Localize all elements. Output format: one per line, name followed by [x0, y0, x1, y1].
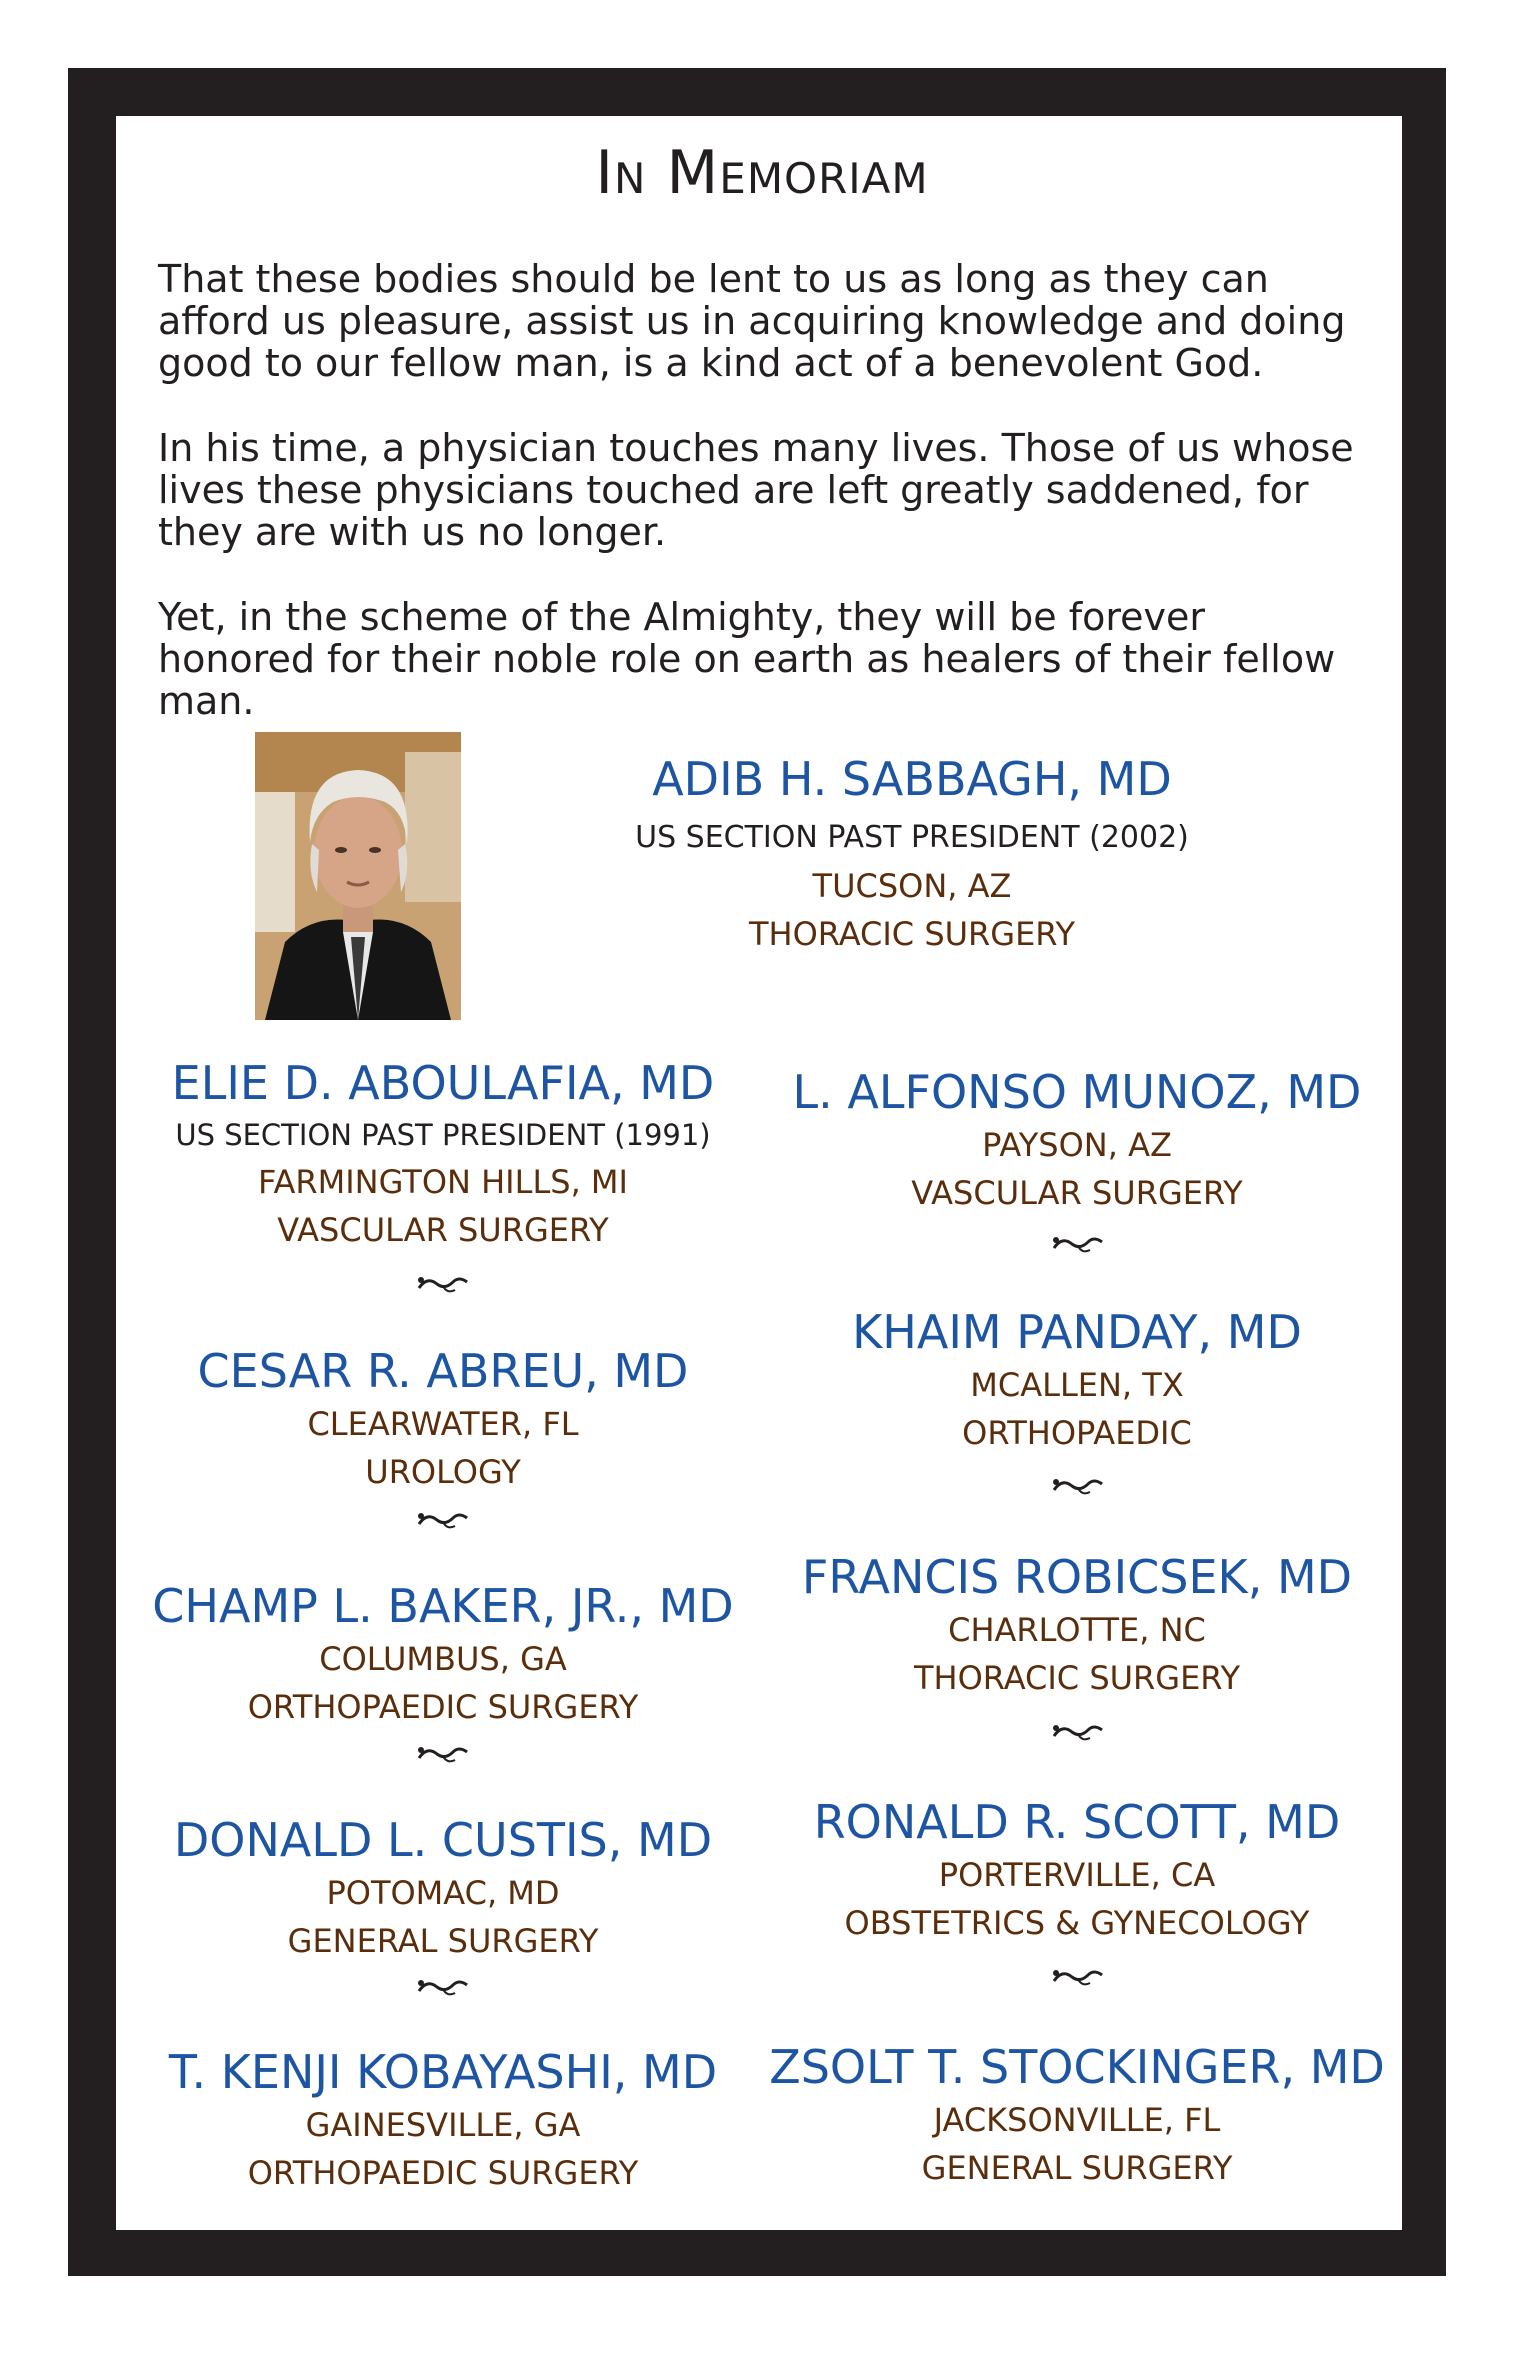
entry-specialty: UROLOGY	[365, 1453, 521, 1491]
entry-name: CESAR R. ABREU, MD	[197, 1344, 689, 1398]
entry-name: RONALD R. SCOTT, MD	[813, 1795, 1341, 1849]
ornament-flourish-icon	[413, 1975, 473, 1999]
entry-name: DONALD L. CUSTIS, MD	[173, 1813, 713, 1867]
ornament-flourish-icon	[1048, 1232, 1108, 1256]
featured-specialty: THORACIC SURGERY	[748, 915, 1076, 953]
right-entry-1	[762, 1063, 1392, 1217]
entry-role: US SECTION PAST PRESIDENT (1991)	[175, 1118, 711, 1152]
left-entry-1	[124, 1054, 762, 1254]
entry-specialty: GENERAL SURGERY	[287, 1922, 599, 1960]
entry-specialty: THORACIC SURGERY	[913, 1659, 1241, 1697]
intro-paragraph-1: That these bodies should be lent to us as long as they can afford us pleasure, assist us in acquiring knowledge and doing good to our fellow man, is a kind act of a benevolent God.	[158, 257, 1346, 385]
featured-location: TUCSON, AZ	[812, 867, 1012, 905]
portrait-photo-art	[255, 732, 461, 1020]
right-entry-5	[762, 2038, 1392, 2192]
entry-location: CLEARWATER, FL	[307, 1405, 579, 1443]
entry-specialty: ORTHOPAEDIC	[962, 1414, 1192, 1452]
entry-location: JACKSONVILLE, FL	[933, 2101, 1221, 2139]
ornament-flourish-icon	[1048, 1965, 1108, 1989]
entry-location: COLUMBUS, GA	[319, 1640, 567, 1678]
entry-specialty: VASCULAR SURGERY	[911, 1174, 1243, 1212]
right-entry-3	[762, 1548, 1392, 1702]
entry-name: L. ALFONSO MUNOZ, MD	[792, 1065, 1362, 1119]
featured-memorial-entry	[512, 750, 1312, 958]
featured-role: US SECTION PAST PRESIDENT (2002)	[635, 820, 1189, 855]
intro-paragraph-2: In his time, a physician touches many lives. Those of us whose lives these physicians touched are left greatly saddened, for they are with us no longer.	[158, 426, 1354, 554]
left-entry-5	[124, 2043, 762, 2197]
entry-specialty: VASCULAR SURGERY	[277, 1211, 609, 1249]
right-entry-2	[762, 1303, 1392, 1457]
intro-paragraph-3: Yet, in the scheme of the Almighty, they will be forever honored for their noble role on earth as healers of their fellow man.	[158, 595, 1336, 723]
ornament-flourish-icon	[413, 1742, 473, 1766]
ornament-flourish-icon	[1048, 1720, 1108, 1744]
entry-specialty: ORTHOPAEDIC SURGERY	[247, 2154, 639, 2192]
ornament-flourish-icon	[413, 1508, 473, 1532]
ornament-flourish-icon	[413, 1272, 473, 1296]
entry-specialty: GENERAL SURGERY	[921, 2149, 1233, 2187]
entry-name: ZSOLT T. STOCKINGER, MD	[769, 2040, 1385, 2094]
entry-specialty: OBSTETRICS & GYNECOLOGY	[844, 1904, 1310, 1942]
entry-specialty: ORTHOPAEDIC SURGERY	[247, 1688, 639, 1726]
portrait-photo	[255, 732, 461, 1020]
entry-location: FARMINGTON HILLS, MI	[258, 1163, 628, 1201]
entry-location: POTOMAC, MD	[326, 1874, 560, 1912]
entry-name: ELIE D. ABOULAFIA, MD	[171, 1056, 715, 1110]
left-entry-4	[124, 1811, 762, 1965]
entry-location: PORTERVILLE, CA	[938, 1856, 1216, 1894]
entry-name: CHAMP L. BAKER, JR., MD	[152, 1579, 734, 1633]
ornament-flourish-icon	[1048, 1474, 1108, 1498]
entry-name: FRANCIS ROBICSEK, MD	[801, 1550, 1353, 1604]
entry-name: T. KENJI KOBAYASHI, MD	[168, 2045, 718, 2099]
entry-location: MCALLEN, TX	[970, 1366, 1184, 1404]
entry-location: PAYSON, AZ	[982, 1126, 1172, 1164]
right-entry-4	[762, 1793, 1392, 1947]
entry-location: CHARLOTTE, NC	[948, 1611, 1206, 1649]
left-entry-2	[124, 1342, 762, 1496]
featured-name: ADIB H. SABBAGH, MD	[652, 752, 1172, 806]
entry-name: KHAIM PANDAY, MD	[852, 1305, 1302, 1359]
page-title: In Memoriam	[595, 138, 929, 208]
entry-location: GAINESVILLE, GA	[305, 2106, 581, 2144]
left-entry-3	[124, 1577, 762, 1731]
